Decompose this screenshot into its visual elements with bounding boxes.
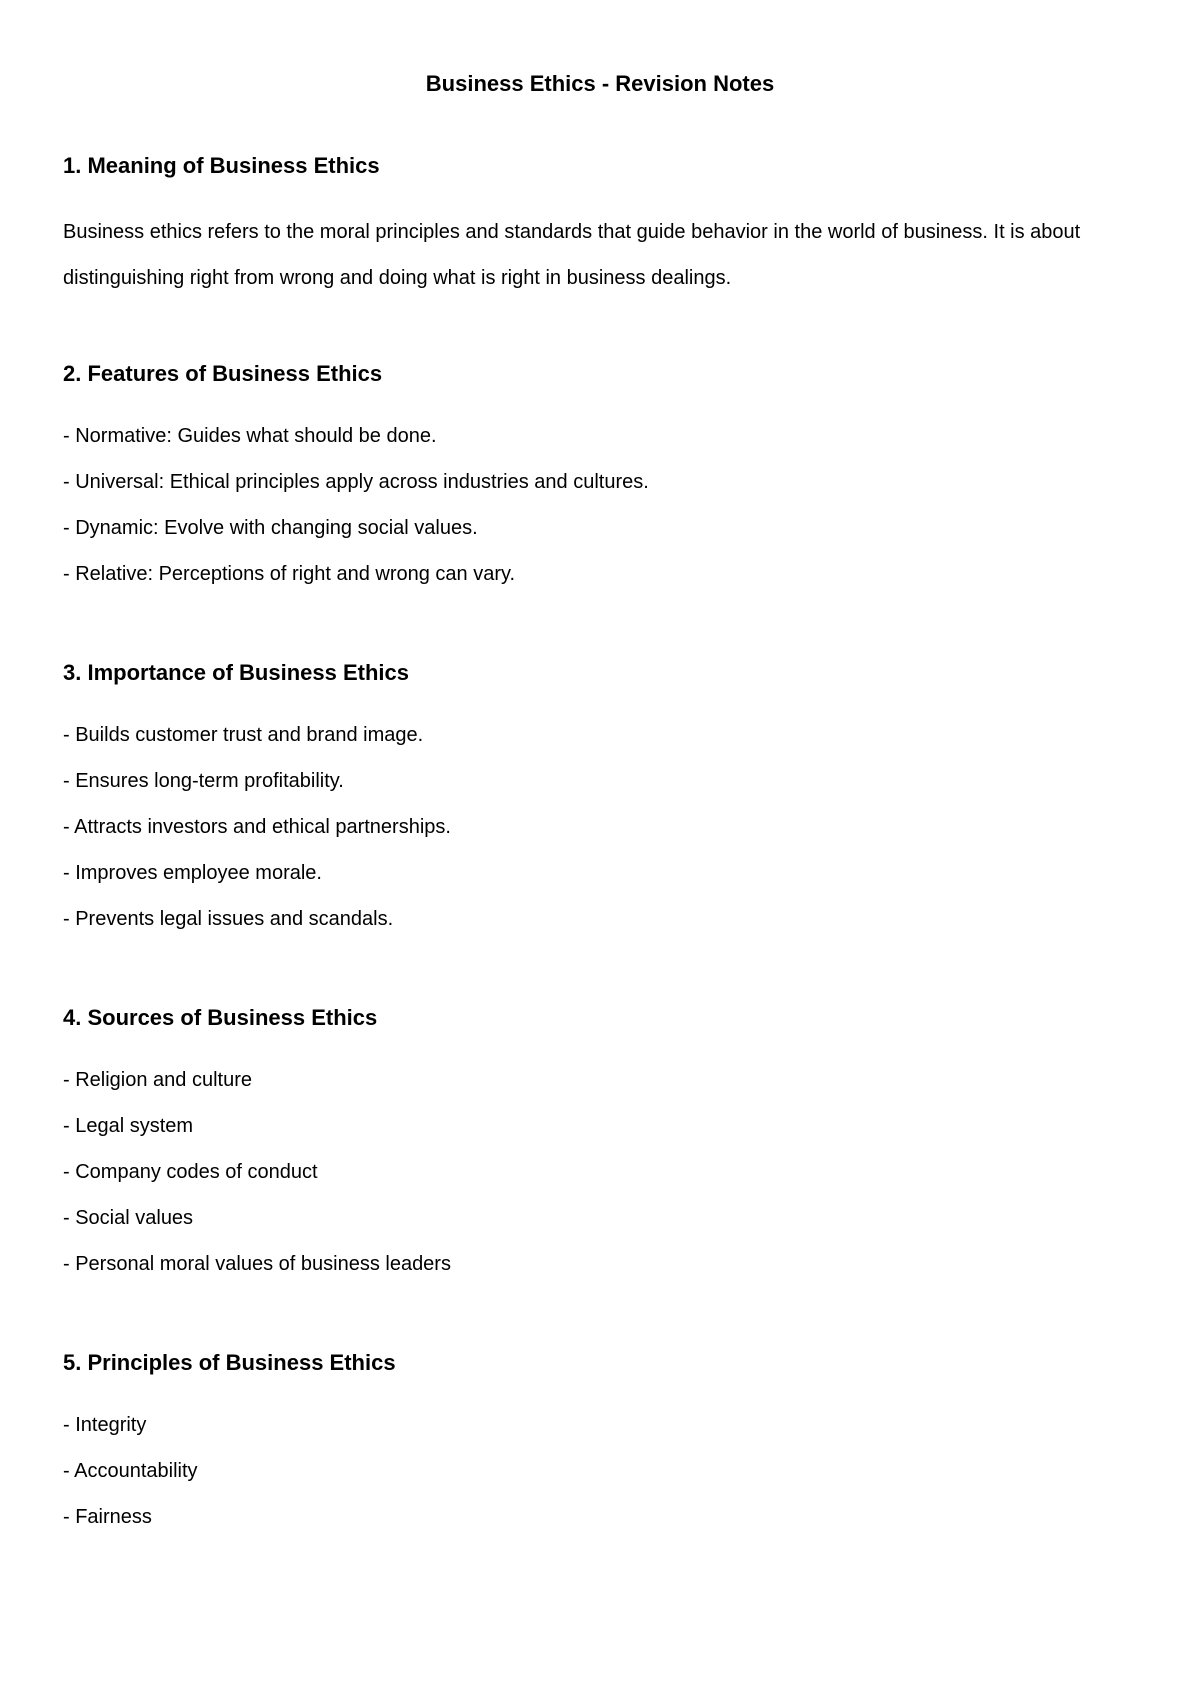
list-item: - Builds customer trust and brand image. [63,724,424,746]
section-sources [63,1004,1153,1287]
section-heading: 2. Features of Business Ethics [63,361,383,386]
list-item: - Improves employee morale. [63,862,322,884]
list-item: - Dynamic: Evolve with changing social values. [63,517,478,539]
section-heading: 5. Principles of Business Ethics [63,1350,396,1375]
list-item: - Personal moral values of business leaders [63,1253,451,1275]
section-principles [63,1349,1153,1540]
list-item: - Social values [63,1207,194,1229]
section-importance [63,659,1153,942]
list-item: - Legal system [63,1115,194,1137]
list-item: - Religion and culture [63,1069,252,1091]
section-heading: 1. Meaning of Business Ethics [63,153,380,178]
bullet-list [63,1057,1153,1287]
list-item: - Relative: Perceptions of right and wrong can vary. [63,563,516,585]
list-item: - Prevents legal issues and scandals. [63,908,394,930]
bullet-list [63,413,1153,597]
list-item: - Attracts investors and ethical partnerships. [63,816,451,838]
list-item: - Integrity [63,1414,147,1436]
section-meaning [63,152,1153,301]
bullet-list [63,712,1153,942]
list-item: - Normative: Guides what should be done. [63,425,437,447]
list-item: - Company codes of conduct [63,1161,318,1183]
bullet-list [63,1402,1153,1540]
section-paragraph: Business ethics refers to the moral principles and standards that guide behavior in the world of business. It is about distinguishing right from wrong and doing what is right in business dealings. [63,221,1081,289]
list-item: - Ensures long-term profitability. [63,770,344,792]
document-title: Business Ethics - Revision Notes [425,71,775,96]
list-item: - Fairness [63,1506,152,1528]
list-item: - Universal: Ethical principles apply across industries and cultures. [63,471,649,493]
section-features [63,360,1153,597]
list-item: - Accountability [63,1460,198,1482]
section-heading: 3. Importance of Business Ethics [63,660,409,685]
section-heading: 4. Sources of Business Ethics [63,1005,378,1030]
